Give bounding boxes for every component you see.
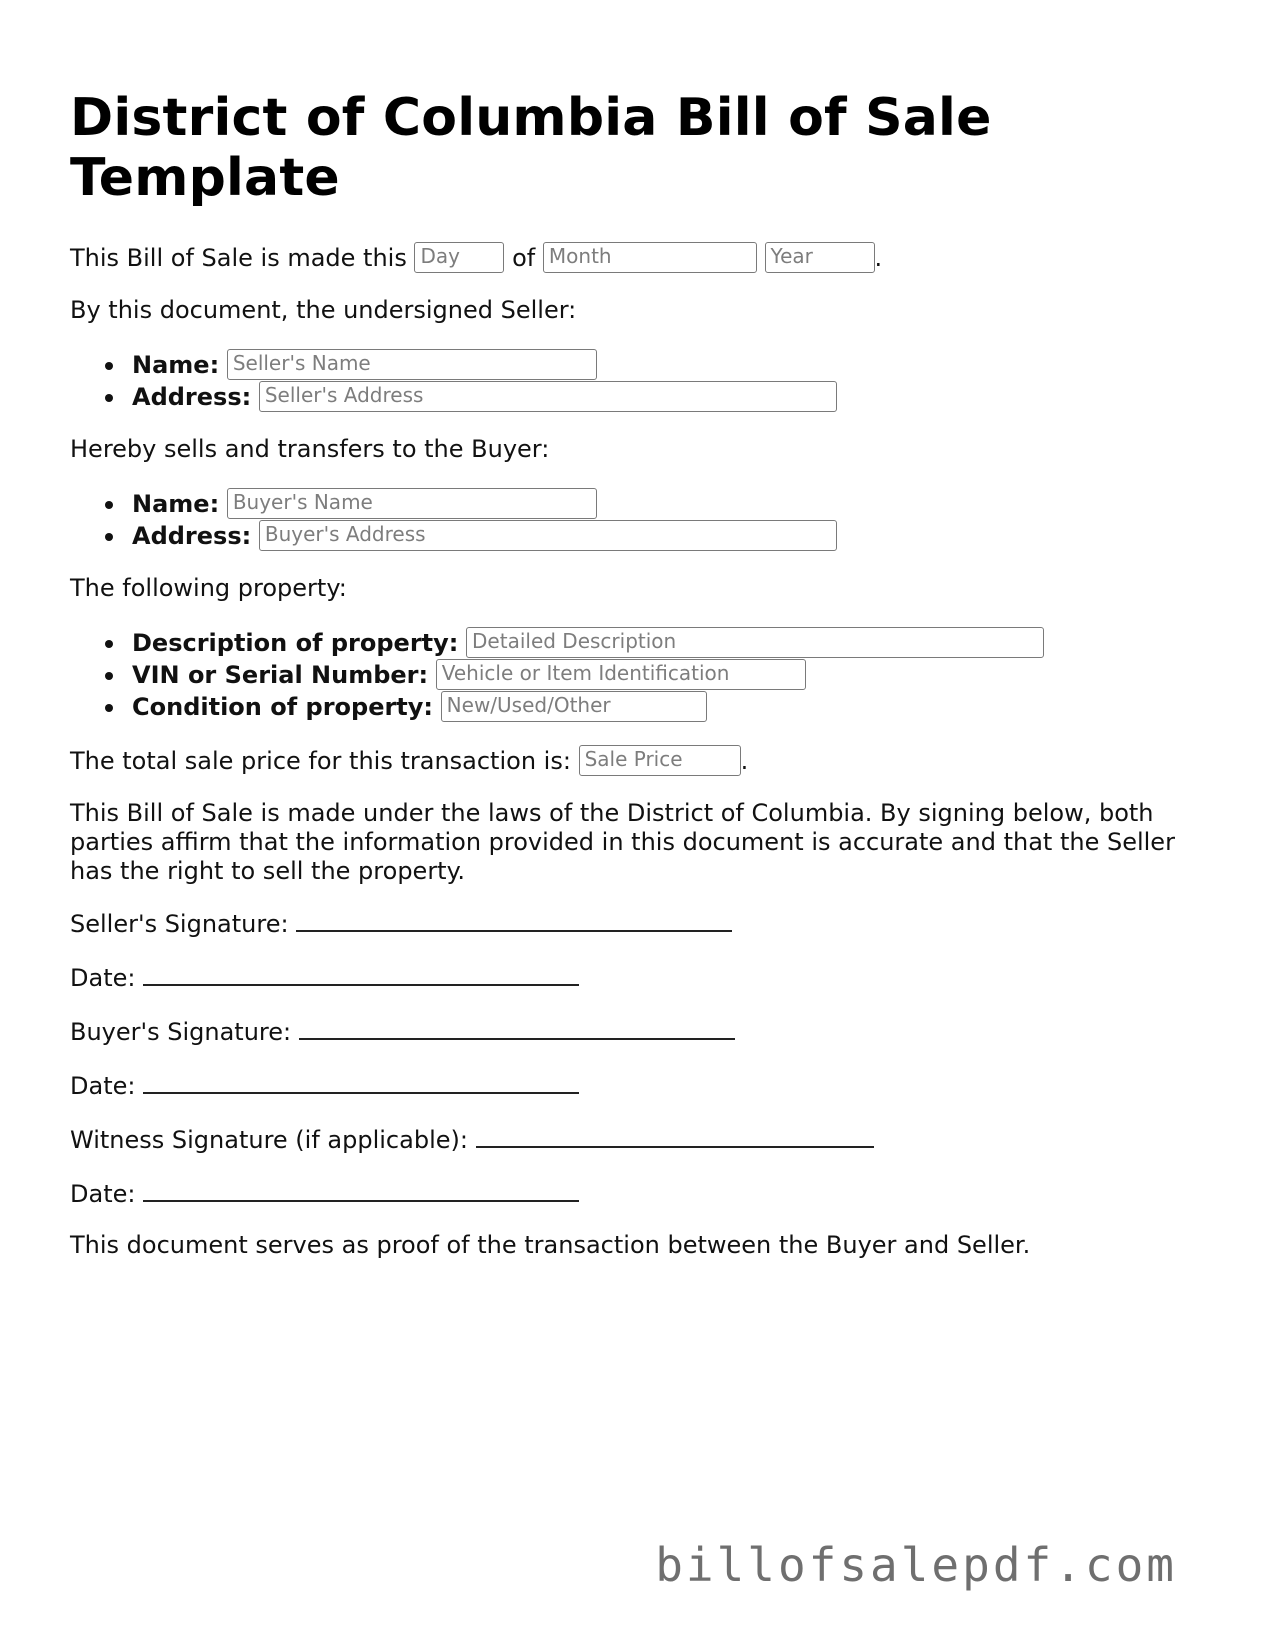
month-field[interactable]: Month	[543, 242, 757, 273]
property-description-label: Description of property:	[132, 629, 459, 657]
property-vin-field[interactable]: Vehicle or Item Identification	[436, 659, 806, 690]
intro-of: of	[512, 244, 536, 272]
seller-name-label: Name:	[132, 351, 220, 379]
buyer-signature-blank[interactable]	[299, 1016, 735, 1040]
seller-intro: By this document, the undersigned Seller:	[70, 296, 577, 324]
seller-date-line	[70, 962, 1210, 993]
property-list	[70, 627, 1210, 723]
seller-name-field[interactable]: Seller's Name	[227, 349, 597, 380]
buyer-name-field[interactable]: Buyer's Name	[227, 488, 597, 519]
buyer-address-label: Address:	[132, 522, 252, 550]
witness-date-line	[70, 1178, 1210, 1209]
buyer-signature-line	[70, 1016, 1210, 1047]
seller-list	[70, 349, 1210, 413]
closing-text: This document serves as proof of the transaction between the Buyer and Seller.	[70, 1231, 1031, 1259]
seller-address-field[interactable]: Seller's Address	[259, 381, 837, 412]
buyer-intro: Hereby sells and transfers to the Buyer:	[70, 435, 550, 463]
site-watermark: billofsalepdf.com	[655, 1538, 1177, 1592]
intro-line	[70, 242, 1210, 274]
intro-prefix: This Bill of Sale is made this	[70, 244, 407, 272]
seller-signature-label: Seller's Signature:	[70, 910, 289, 938]
property-description-field[interactable]: Detailed Description	[466, 627, 1044, 658]
sale-price-field[interactable]: Sale Price	[579, 745, 741, 776]
witness-signature-line	[70, 1124, 1210, 1155]
day-field[interactable]: Day	[414, 242, 504, 273]
buyer-list	[70, 488, 1210, 552]
buyer-date-line	[70, 1070, 1210, 1101]
seller-signature-blank[interactable]	[296, 908, 732, 932]
seller-name-item	[132, 349, 1210, 381]
seller-date-label: Date:	[70, 964, 136, 992]
property-vin-label: VIN or Serial Number:	[132, 661, 429, 689]
intro-suffix: .	[874, 244, 883, 272]
year-field[interactable]: Year	[765, 242, 875, 273]
buyer-signature-label: Buyer's Signature:	[70, 1018, 292, 1046]
document-page	[70, 88, 1210, 1260]
seller-signature-line	[70, 908, 1210, 939]
buyer-name-item	[132, 488, 1210, 520]
price-prefix: The total sale price for this transaction is:	[70, 747, 571, 775]
property-condition-label: Condition of property:	[132, 693, 434, 721]
seller-address-item	[132, 381, 1210, 413]
buyer-date-blank[interactable]	[143, 1070, 579, 1094]
property-intro: The following property:	[70, 574, 347, 602]
property-vin-item	[132, 659, 1210, 691]
witness-signature-label: Witness Signature (if applicable):	[70, 1126, 468, 1154]
property-condition-field[interactable]: New/Used/Other	[441, 691, 707, 722]
buyer-address-item	[132, 520, 1210, 552]
buyer-address-field[interactable]: Buyer's Address	[259, 520, 837, 551]
witness-date-blank[interactable]	[143, 1178, 579, 1202]
property-description-item	[132, 627, 1210, 659]
seller-address-label: Address:	[132, 383, 252, 411]
buyer-name-label: Name:	[132, 490, 220, 518]
witness-date-label: Date:	[70, 1180, 136, 1208]
buyer-date-label: Date:	[70, 1072, 136, 1100]
property-condition-item	[132, 691, 1210, 723]
legal-text: This Bill of Sale is made under the laws of the District of Columbia. By signing below, both parties affirm that the information provided in this document is accurate and that the Seller has the right to sell the property.	[70, 799, 1175, 885]
price-line	[70, 745, 1210, 777]
document-title: District of Columbia Bill of Sale Template	[70, 88, 992, 208]
seller-date-blank[interactable]	[143, 962, 579, 986]
witness-signature-blank[interactable]	[476, 1124, 874, 1148]
price-suffix: .	[740, 747, 749, 775]
